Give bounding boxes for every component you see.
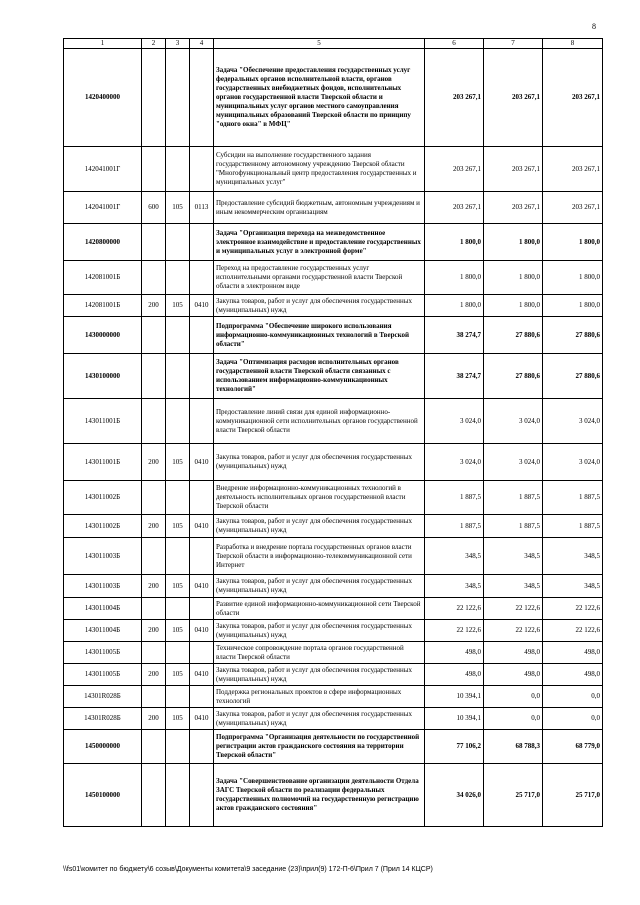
expense-type-cell: 200: [142, 444, 166, 481]
amount-year3-cell: 0,0: [543, 708, 603, 730]
section-cell: 105: [166, 575, 190, 598]
table-row: [64, 295, 603, 317]
column-header: 7: [484, 39, 543, 49]
item-name-cell: Предоставление субсидий бюджетным, автономным учреждениям и иным некоммерческим организациям: [214, 192, 425, 224]
table-row: [64, 708, 603, 730]
budget-code-cell: 142041001Г: [64, 192, 142, 224]
table-row: [64, 598, 603, 620]
item-name-cell: Подпрограмма "Обеспечение широкого использования информационно-коммуникационных технологий в Тверской области": [214, 317, 425, 354]
budget-code-cell: 143011004Б: [64, 620, 142, 642]
expense-type-cell: 200: [142, 575, 166, 598]
table-row: [64, 620, 603, 642]
amount-year2-cell: 0,0: [484, 686, 543, 708]
expense-type-cell: [142, 642, 166, 664]
amount-year1-cell: 1 800,0: [425, 295, 484, 317]
table-row: [64, 192, 603, 224]
subsection-cell: [190, 224, 214, 261]
table-row: [64, 261, 603, 295]
table-row: [64, 642, 603, 664]
column-header: 1: [64, 39, 142, 49]
amount-year3-cell: 203 267,1: [543, 49, 603, 147]
table-row: [64, 147, 603, 192]
item-name-cell: Техническое сопровождение портала органов государственной власти Тверской области: [214, 642, 425, 664]
expense-type-cell: 200: [142, 620, 166, 642]
amount-year1-cell: 10 394,1: [425, 686, 484, 708]
amount-year2-cell: 1 887,5: [484, 481, 543, 515]
column-header: 3: [166, 39, 190, 49]
amount-year2-cell: 27 880,6: [484, 354, 543, 399]
amount-year2-cell: 3 024,0: [484, 444, 543, 481]
section-cell: [166, 764, 190, 827]
budget-code-cell: 143011003Б: [64, 575, 142, 598]
table-row: [64, 399, 603, 444]
budget-code-cell: 143011001Б: [64, 444, 142, 481]
section-cell: [166, 686, 190, 708]
section-cell: 105: [166, 620, 190, 642]
expense-type-cell: 200: [142, 295, 166, 317]
subsection-cell: [190, 598, 214, 620]
subsection-cell: 0113: [190, 192, 214, 224]
budget-table: [63, 38, 603, 827]
amount-year2-cell: 22 122,6: [484, 598, 543, 620]
budget-code-cell: 143011005Б: [64, 642, 142, 664]
amount-year2-cell: 1 887,5: [484, 515, 543, 538]
budget-code-cell: 14301R028Б: [64, 686, 142, 708]
section-cell: 105: [166, 664, 190, 686]
budget-code-cell: 1450100000: [64, 764, 142, 827]
amount-year2-cell: 68 788,3: [484, 730, 543, 764]
subsection-cell: [190, 399, 214, 444]
amount-year1-cell: 1 800,0: [425, 261, 484, 295]
amount-year2-cell: 1 800,0: [484, 261, 543, 295]
amount-year3-cell: 498,0: [543, 664, 603, 686]
amount-year1-cell: 348,5: [425, 538, 484, 575]
amount-year2-cell: 203 267,1: [484, 192, 543, 224]
table-row: [64, 515, 603, 538]
column-header: 8: [543, 39, 603, 49]
expense-type-cell: 600: [142, 192, 166, 224]
amount-year3-cell: 1 800,0: [543, 224, 603, 261]
amount-year1-cell: 38 274,7: [425, 317, 484, 354]
amount-year1-cell: 3 024,0: [425, 399, 484, 444]
item-name-cell: Закупка товаров, работ и услуг для обеспечения государственных (муниципальных) нужд: [214, 664, 425, 686]
amount-year3-cell: 1 800,0: [543, 295, 603, 317]
item-name-cell: Закупка товаров, работ и услуг для обеспечения государственных (муниципальных) нужд: [214, 515, 425, 538]
subsection-cell: 0410: [190, 575, 214, 598]
budget-code-cell: 142041001Г: [64, 147, 142, 192]
table-row: [64, 764, 603, 827]
amount-year3-cell: 68 779,0: [543, 730, 603, 764]
amount-year3-cell: 203 267,1: [543, 147, 603, 192]
section-cell: [166, 481, 190, 515]
section-cell: [166, 224, 190, 261]
expense-type-cell: [142, 598, 166, 620]
amount-year1-cell: 498,0: [425, 664, 484, 686]
section-cell: [166, 538, 190, 575]
section-cell: [166, 317, 190, 354]
amount-year3-cell: 25 717,0: [543, 764, 603, 827]
expense-type-cell: [142, 261, 166, 295]
amount-year1-cell: 22 122,6: [425, 598, 484, 620]
amount-year1-cell: 203 267,1: [425, 147, 484, 192]
column-header: 2: [142, 39, 166, 49]
amount-year3-cell: 0,0: [543, 686, 603, 708]
page-number: 8: [592, 22, 596, 31]
table-header-row: [64, 39, 603, 49]
budget-code-cell: 143011003Б: [64, 538, 142, 575]
amount-year1-cell: 498,0: [425, 642, 484, 664]
subsection-cell: [190, 147, 214, 192]
amount-year1-cell: 203 267,1: [425, 192, 484, 224]
section-cell: [166, 642, 190, 664]
item-name-cell: Переход на предоставление государственных услуг исполнительными органами государственной власти Тверской области в электронном виде: [214, 261, 425, 295]
budget-code-cell: 143011004Б: [64, 598, 142, 620]
budget-code-cell: 14301R028Б: [64, 708, 142, 730]
amount-year3-cell: 27 880,6: [543, 354, 603, 399]
subsection-cell: [190, 764, 214, 827]
amount-year2-cell: 348,5: [484, 575, 543, 598]
amount-year3-cell: 22 122,6: [543, 598, 603, 620]
amount-year1-cell: 34 026,0: [425, 764, 484, 827]
item-name-cell: Подпрограмма "Организация деятельности по государственной регистрации актов гражданского состояния на территории Тверской области": [214, 730, 425, 764]
column-header: 6: [425, 39, 484, 49]
section-cell: 105: [166, 444, 190, 481]
column-header: 4: [190, 39, 214, 49]
amount-year3-cell: 348,5: [543, 538, 603, 575]
subsection-cell: [190, 642, 214, 664]
item-name-cell: Поддержка региональных проектов в сфере информационных технологий: [214, 686, 425, 708]
amount-year2-cell: 498,0: [484, 664, 543, 686]
amount-year1-cell: 3 024,0: [425, 444, 484, 481]
amount-year3-cell: 348,5: [543, 575, 603, 598]
budget-code-cell: 142081001Б: [64, 295, 142, 317]
item-name-cell: Разработка и внедрение портала государственных органов власти Тверской области в информационно-телекоммуникационной сети Интернет: [214, 538, 425, 575]
amount-year1-cell: 1 887,5: [425, 481, 484, 515]
budget-code-cell: 143011001Б: [64, 399, 142, 444]
section-cell: [166, 399, 190, 444]
amount-year1-cell: 1 800,0: [425, 224, 484, 261]
subsection-cell: 0410: [190, 444, 214, 481]
budget-code-cell: 142081001Б: [64, 261, 142, 295]
amount-year1-cell: 22 122,6: [425, 620, 484, 642]
subsection-cell: [190, 538, 214, 575]
item-name-cell: Задача "Организация перехода на межведомственное электронное взаимодействие и предоставление государственных и муниципальных услуг в электронной форме": [214, 224, 425, 261]
subsection-cell: [190, 354, 214, 399]
table-row: [64, 481, 603, 515]
subsection-cell: [190, 730, 214, 764]
table-row: [64, 538, 603, 575]
item-name-cell: Внедрение информационно-коммуникационных технологий в деятельность исполнительных органов государственной власти Тверской области: [214, 481, 425, 515]
amount-year1-cell: 77 106,2: [425, 730, 484, 764]
item-name-cell: Субсидии на выполнение государственного задания государственному автономному учреждению Тверской области "Многофункциональный центр предоставления государственных и муниципальных услуг": [214, 147, 425, 192]
section-cell: 105: [166, 708, 190, 730]
amount-year1-cell: 348,5: [425, 575, 484, 598]
amount-year1-cell: 10 394,1: [425, 708, 484, 730]
subsection-cell: [190, 261, 214, 295]
item-name-cell: Задача "Совершенствование организации деятельности Отдела ЗАГС Тверской области по реализации федеральных государственных полномочий на государственную регистрацию актов гражданского состояния": [214, 764, 425, 827]
budget-code-cell: 1430000000: [64, 317, 142, 354]
item-name-cell: Закупка товаров, работ и услуг для обеспечения государственных (муниципальных) нужд: [214, 444, 425, 481]
budget-code-cell: 1420400000: [64, 49, 142, 147]
budget-code-cell: 1430100000: [64, 354, 142, 399]
section-cell: [166, 49, 190, 147]
expense-type-cell: [142, 730, 166, 764]
amount-year2-cell: 1 800,0: [484, 295, 543, 317]
subsection-cell: 0410: [190, 295, 214, 317]
table-row: [64, 730, 603, 764]
section-cell: 105: [166, 515, 190, 538]
item-name-cell: Задача "Оптимизация расходов исполнительных органов государственной власти Тверской области связанных с использованием информационно-коммуникационных технологий": [214, 354, 425, 399]
subsection-cell: [190, 686, 214, 708]
table-row: [64, 664, 603, 686]
amount-year3-cell: 27 880,6: [543, 317, 603, 354]
budget-code-cell: 143011002Б: [64, 515, 142, 538]
table-row: [64, 354, 603, 399]
section-cell: [166, 261, 190, 295]
section-cell: [166, 147, 190, 192]
amount-year2-cell: 203 267,1: [484, 49, 543, 147]
expense-type-cell: [142, 354, 166, 399]
amount-year2-cell: 1 800,0: [484, 224, 543, 261]
amount-year3-cell: 22 122,6: [543, 620, 603, 642]
amount-year1-cell: 38 274,7: [425, 354, 484, 399]
item-name-cell: Предоставление линий связи для единой информационно-коммуникационной сети исполнительных органов государственной власти Тверской области: [214, 399, 425, 444]
section-cell: [166, 354, 190, 399]
item-name-cell: Закупка товаров, работ и услуг для обеспечения государственных (муниципальных) нужд: [214, 620, 425, 642]
expense-type-cell: 200: [142, 708, 166, 730]
amount-year2-cell: 27 880,6: [484, 317, 543, 354]
amount-year2-cell: 22 122,6: [484, 620, 543, 642]
expense-type-cell: [142, 317, 166, 354]
expense-type-cell: [142, 399, 166, 444]
amount-year3-cell: 3 024,0: [543, 444, 603, 481]
column-header: 5: [214, 39, 425, 49]
subsection-cell: [190, 317, 214, 354]
expense-type-cell: [142, 49, 166, 147]
expense-type-cell: [142, 764, 166, 827]
budget-code-cell: 1450000000: [64, 730, 142, 764]
expense-type-cell: [142, 224, 166, 261]
table-row: [64, 49, 603, 147]
budget-code-cell: 143011002Б: [64, 481, 142, 515]
expense-type-cell: [142, 147, 166, 192]
amount-year3-cell: 1 800,0: [543, 261, 603, 295]
item-name-cell: Развитие единой информационно-коммуникационной сети Тверской области: [214, 598, 425, 620]
item-name-cell: Закупка товаров, работ и услуг для обеспечения государственных (муниципальных) нужд: [214, 295, 425, 317]
table-row: [64, 444, 603, 481]
table-row: [64, 686, 603, 708]
amount-year3-cell: 203 267,1: [543, 192, 603, 224]
expense-type-cell: [142, 481, 166, 515]
amount-year2-cell: 498,0: [484, 642, 543, 664]
amount-year3-cell: 1 887,5: [543, 515, 603, 538]
amount-year3-cell: 498,0: [543, 642, 603, 664]
subsection-cell: 0410: [190, 708, 214, 730]
amount-year2-cell: 0,0: [484, 708, 543, 730]
table-row: [64, 575, 603, 598]
subsection-cell: [190, 481, 214, 515]
item-name-cell: Закупка товаров, работ и услуг для обеспечения государственных (муниципальных) нужд: [214, 708, 425, 730]
expense-type-cell: [142, 538, 166, 575]
section-cell: 105: [166, 295, 190, 317]
subsection-cell: [190, 49, 214, 147]
item-name-cell: Задача "Обеспечение предоставления государственных услуг федеральных органов исполнительной власти, органов государственных внебюджетных фондов, исполнительных органов государственной власти Тверской области и муниципальных услуг органов местного самоуправления муниципальных образований Тверской области по принципу "одного окна" в МФЦ": [214, 49, 425, 147]
amount-year3-cell: 1 887,5: [543, 481, 603, 515]
amount-year3-cell: 3 024,0: [543, 399, 603, 444]
amount-year1-cell: 1 887,5: [425, 515, 484, 538]
expense-type-cell: 200: [142, 664, 166, 686]
subsection-cell: 0410: [190, 620, 214, 642]
amount-year1-cell: 203 267,1: [425, 49, 484, 147]
file-path-footer: \\fs01\комитет по бюджету\6 созыв\Документы комитета\9 заседание (23)\прил(9) 172-П-6\Прил 7 (Прил 14 КЦСР): [63, 866, 433, 873]
expense-type-cell: 200: [142, 515, 166, 538]
expense-type-cell: [142, 686, 166, 708]
table-row: [64, 224, 603, 261]
section-cell: [166, 598, 190, 620]
budget-code-cell: 143011005Б: [64, 664, 142, 686]
section-cell: [166, 730, 190, 764]
amount-year2-cell: 348,5: [484, 538, 543, 575]
budget-code-cell: 1420800000: [64, 224, 142, 261]
section-cell: 105: [166, 192, 190, 224]
subsection-cell: 0410: [190, 515, 214, 538]
table-row: [64, 317, 603, 354]
amount-year2-cell: 25 717,0: [484, 764, 543, 827]
amount-year2-cell: 203 267,1: [484, 147, 543, 192]
amount-year2-cell: 3 024,0: [484, 399, 543, 444]
item-name-cell: Закупка товаров, работ и услуг для обеспечения государственных (муниципальных) нужд: [214, 575, 425, 598]
subsection-cell: 0410: [190, 664, 214, 686]
